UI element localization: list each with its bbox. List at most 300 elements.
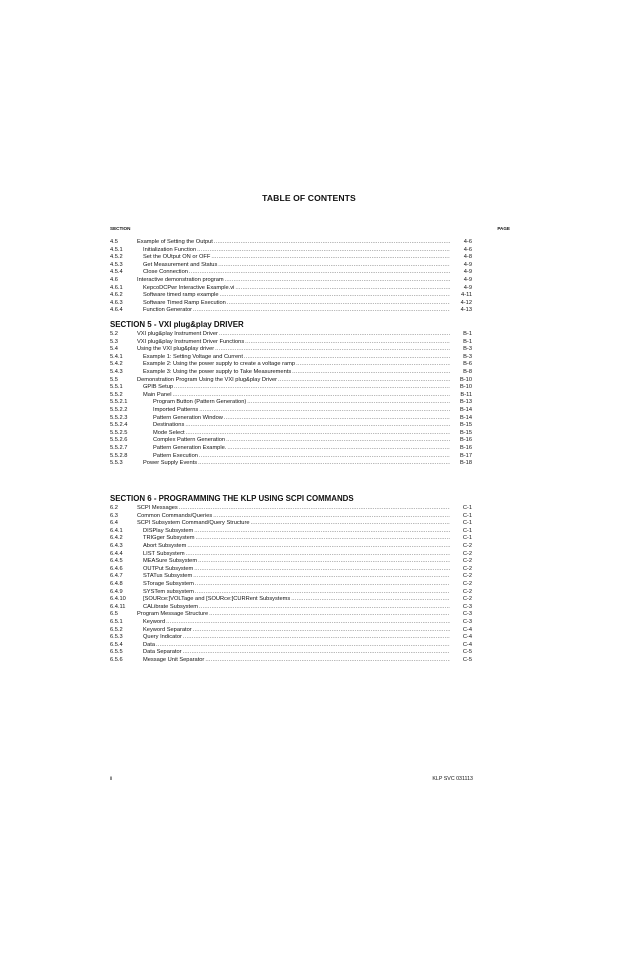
toc-entry-title: STATus Subsystem [143, 573, 193, 580]
section-heading: SECTION 5 - VXI plug&play DRIVER [110, 320, 244, 329]
toc-entry[interactable] [110, 596, 472, 603]
toc-entry-title-leader [143, 634, 450, 641]
toc-entry[interactable] [110, 269, 472, 276]
toc-entry-title-leader [143, 581, 450, 588]
dot-leader [195, 589, 450, 596]
dot-leader [219, 331, 450, 338]
toc-entry-title-leader [137, 505, 450, 512]
toc-entry-number: 4.6.2 [110, 292, 123, 299]
toc-entry-title: [SOURce:]VOLTage and [SOURce:]CURRent Subsystems [143, 596, 291, 603]
dot-leader [278, 377, 450, 384]
toc-entry[interactable] [110, 520, 472, 527]
dot-leader [292, 369, 450, 376]
dot-leader [296, 361, 450, 368]
toc-entry-title-leader [143, 384, 450, 391]
toc-entry[interactable] [110, 339, 472, 346]
toc-entry[interactable] [110, 239, 472, 246]
toc-entry[interactable] [110, 422, 472, 429]
toc-entry-title-leader [143, 566, 450, 573]
dot-leader [225, 277, 450, 284]
toc-entry-title: Pattern Generation Window [153, 414, 223, 421]
toc-entry-title-leader [143, 285, 450, 292]
toc-entry-title: Example 3: Using the power supply to Take Measurements [143, 369, 292, 375]
toc-entry-title-leader [153, 430, 450, 437]
toc-entry-page: 4-13 [460, 307, 472, 314]
dot-leader [245, 339, 450, 346]
toc-entry-title: VXI plug&play Instrument Driver [137, 331, 218, 337]
toc-entry[interactable] [110, 331, 472, 338]
toc-entry-number: 6.2 [110, 505, 118, 511]
toc-entry-title-leader [143, 596, 450, 603]
toc-entry-number: 4.5.3 [110, 261, 123, 268]
toc-entry-number: 6.4.10 [110, 596, 126, 603]
toc-entry-page: B-3 [463, 346, 472, 353]
toc-entry-title: SCPI Subsystem Command/Query Structure [137, 520, 250, 527]
dot-leader [226, 437, 450, 444]
toc-entry[interactable] [110, 392, 472, 399]
dot-leader [198, 460, 450, 467]
toc-entry-title: Complex Pattern Generation [153, 437, 226, 444]
toc-entry-number: 6.4.5 [110, 558, 123, 565]
toc-entry-title-leader [143, 262, 450, 269]
toc-entry-title-leader [137, 331, 450, 338]
toc-entry-title-leader [143, 269, 450, 276]
toc-entry-page: B-16 [459, 437, 472, 444]
toc-entry-number: 5.5.2.6 [110, 437, 128, 444]
toc-entry-title: Initialization Function [143, 246, 197, 253]
toc-entry-page: 4-9 [463, 269, 472, 276]
toc-entry-page: C-1 [462, 527, 472, 534]
dot-leader [193, 573, 450, 580]
toc-entry[interactable] [110, 407, 472, 414]
toc-entry-title-leader [143, 551, 450, 558]
toc-entry[interactable] [110, 354, 472, 361]
toc-entry-title-leader [137, 611, 450, 618]
toc-entry-title-leader [143, 354, 450, 361]
toc-entry-number: 5.4.3 [110, 369, 123, 375]
toc-entry-title-leader [153, 437, 450, 444]
dot-leader [205, 657, 450, 664]
toc-entry-title-leader [143, 361, 450, 368]
dot-leader [247, 399, 450, 406]
toc-entry-title-leader [143, 558, 450, 565]
toc-entry-page: C-1 [462, 505, 472, 511]
toc-entry-page: 4-9 [463, 261, 472, 268]
toc-entry-title: Example of Setting the Output [137, 239, 213, 245]
toc-entry-title: Common Commands/Queries [137, 512, 213, 519]
toc-entry-number: 6.4 [110, 520, 118, 527]
toc-entry-title: STorage Subsystem [143, 581, 194, 587]
toc-entry-title-leader [137, 339, 450, 346]
toc-entry-number: 5.3 [110, 338, 118, 345]
toc-entry-number: 5.5.2.7 [110, 445, 128, 451]
dot-leader [198, 558, 450, 565]
toc-entry-title: Software timed ramp example [143, 292, 219, 299]
toc-entry-page: 4-12 [460, 299, 472, 306]
toc-entry[interactable] [110, 262, 472, 269]
toc-entry-number: 5.4 [110, 346, 118, 353]
toc-entry[interactable] [110, 573, 472, 580]
toc-entry-title-leader [143, 254, 450, 261]
toc-entry-page: B-8 [463, 369, 472, 375]
toc-entry-page: 4-9 [463, 284, 472, 291]
toc-entry-title-leader [153, 399, 450, 406]
toc-entry-number: 6.4.9 [110, 588, 123, 595]
toc-entry-title: Example 1: Setting Voltage and Current [143, 353, 243, 360]
dot-leader [196, 535, 450, 542]
toc-entry[interactable] [110, 430, 472, 437]
toc-entry-page: B-17 [459, 452, 472, 459]
toc-entry[interactable] [110, 513, 472, 520]
toc-entry-title: SCPI Messages [137, 505, 178, 511]
toc-entry-number: 6.5.1 [110, 619, 123, 625]
toc-entry-title: Get Measurement and Status [143, 261, 218, 268]
toc-entry-number: 6.4.7 [110, 573, 123, 580]
toc-entry-title: DISPlay Subsystem [143, 527, 194, 534]
toc-entry-number: 5.5.1 [110, 384, 123, 391]
toc-entry[interactable] [110, 254, 472, 261]
toc-entry-title: Keyword Separator [143, 626, 192, 633]
toc-entry-title: CALibrate Subsystem [143, 603, 199, 610]
dot-leader [291, 596, 450, 603]
dot-leader [179, 505, 450, 512]
dot-leader [166, 619, 450, 626]
toc-entry-number: 6.4.4 [110, 550, 123, 557]
toc-entry-title: MEASure Subsystem [143, 558, 198, 565]
toc-entry-page: B-1 [463, 331, 472, 337]
toc-entry-title-leader [143, 307, 450, 314]
column-header-section: SECTION [110, 226, 131, 231]
dot-leader [211, 254, 450, 261]
toc-entry-title-leader [137, 377, 450, 384]
toc-entry-number: 6.5 [110, 611, 118, 618]
dot-leader [213, 513, 450, 520]
toc-entry-title: Power Supply Events [143, 460, 198, 467]
toc-entry-page: B-16 [459, 445, 472, 451]
dot-leader [194, 528, 450, 535]
toc-entry-title-leader [143, 300, 450, 307]
toc-entry-number: 4.6 [110, 277, 118, 283]
toc-entry-title-leader [137, 346, 450, 353]
toc-entry-page: C-4 [462, 634, 472, 641]
dot-leader [251, 520, 450, 527]
toc-entry[interactable] [110, 384, 472, 391]
toc-entry-number: 6.4.8 [110, 581, 123, 587]
toc-entry-number: 6.4.3 [110, 543, 123, 549]
document-page: TABLE OF CONTENTS SECTION PAGE 4.5 Example of Setting the Output ..... 4-6 4.5.1 Initialization Function ..... 4-6 4.5.2 Set the OUtput ON or OFF ..... 4-8 4.5.3 Get Measurement and Status ..... 4-9 4.5.4 Close Connection ..... 4-9 4.6 Interactive demonstration program ..... 4-9 4.6.1 KepcoDCPwr Interactive Example.vi ..... 4-9 4.6.2 Software timed ramp example ..... 4-11 4.6.3 Software Timed Ramp Execution ..... 4-12 4.6.4 Function Generator ..... 4-13 SECTION 5 - VXI plug&play DRIVER 5.2 VXI plug&play Instrument Driver ..... B-1 5.3 VXI plug&play Instrument Driver Functions ..... B-1 5.4 Using the VXI plug&play driver ..... B-3 5.4.1 Example 1: Setting Voltage and Current ..... B-3 5.4.2 Example 2: Using the power supply to create a voltage ramp ..... B-6 5.4.3 Example 3: Using the power supply to Take Measurements ..... B-8 5.5 Demonstration Program Using the VXI plug&play Driver ..... B-10 5.5.1 GPIB Setup ..... B-10 5.5.2 Main Panel ..... B-11 5.5.2.1 Program Button (Pattern Generation) ..... B-13 5.5.2.2 Imported Patterns ..... B-14 5.5.2.3 Pattern Generation Window ..... B-14 5.5.2.4 Destinations ..... B-15 5.5.2.5 Mode Select ..... B-15 5.5.2.6 Complex Pattern Generation ..... B-16 5.5.2.7 Pattern Generation Example. ..... B-16 5.5.2.8 Pattern Execution ..... B-17 5.5.3 Power Supply Events ..... B-18 SECTION 6 - PROGRAMMING THE KLP USING SCPI COMMANDS 6.2 SCPI Messages ..... C-1 6.3 Common Commands/Queries ..... C-1 6.4 SCPI Subsystem Command/Query Structure ..... C-1 6.4.1 DISPlay Subsystem ..... C-1 6.4.2 TRIGger Subsystem ..... C-1 6.4.3 Abort Subsystem ..... C-2 6.4.4 LIST Subsystem ..... C-2 6.4.5 MEASure Subsystem ..... C-2 6.4.6 OUTPut Subsystem ..... C-2 6.4.7 STATus Subsystem ..... C-2 6.4.8 STorage Subsystem ..... C-2 6.4.9 SYSTem subsystem ..... C-2 6.4.10 [SOURce:]VOLTage and [SOURce:]CURRent Subsystems ..... C-2 6.4.11 CALibrate Subsystem ..... C-3 6.5 Program Message Structure ..... C-3 6.5.1 Keyword ..... C-3 6.5.2 Keyword Separator ..... C-4 6.5.3 Query Indicator ..... C-4 6.5.4 Data ..... C-4 6.5.5 Data Separator ..... C-5 6.5.6 Message Unit Separator ..... C-5 ii KLP SVC 031113 [0, 0, 618, 954]
toc-entry-page: C-2 [462, 596, 472, 603]
toc-entry[interactable] [110, 535, 472, 542]
toc-entry-number: 5.5.2.5 [110, 429, 128, 436]
dot-leader [215, 346, 450, 353]
toc-entry[interactable] [110, 604, 472, 611]
toc-entry-page: 4-6 [463, 246, 472, 253]
dot-leader [199, 407, 450, 414]
dot-leader [244, 354, 450, 361]
toc-entry-title: Destinations [153, 422, 185, 429]
toc-entry-number: 6.5.6 [110, 657, 123, 663]
section-heading: SECTION 6 - PROGRAMMING THE KLP USING SCPI COMMANDS [110, 494, 354, 503]
dot-leader [218, 262, 450, 269]
dot-leader [183, 649, 450, 656]
toc-entry-number: 5.4.2 [110, 361, 123, 368]
toc-entry-number: 4.5.1 [110, 246, 123, 253]
toc-entry[interactable] [110, 399, 472, 406]
toc-entry-page: C-1 [462, 512, 472, 519]
toc-entry-page: C-3 [462, 619, 472, 625]
toc-entry-title-leader [137, 239, 450, 246]
toc-entry-number: 5.5.2.4 [110, 422, 128, 429]
toc-entry-title: Example 2: Using the power supply to create a voltage ramp [143, 361, 296, 368]
toc-entry-title-leader [143, 627, 450, 634]
dot-leader [194, 566, 450, 573]
toc-entry[interactable] [110, 285, 472, 292]
dot-leader [183, 634, 450, 641]
toc-entry-title-leader [143, 369, 450, 376]
toc-entry[interactable] [110, 377, 472, 384]
toc-entry-page: C-1 [462, 520, 472, 527]
dot-leader [199, 453, 450, 460]
toc-entry-page: C-2 [462, 588, 472, 595]
toc-entry-title-leader [137, 520, 450, 527]
toc-entry-title: Message Unit Separator [143, 657, 205, 663]
toc-entry-title: Demonstration Program Using the VXI plug&play Driver [137, 376, 278, 383]
toc-entry-page: 4-11 [461, 292, 472, 299]
toc-entry-number: 5.5.3 [110, 460, 123, 467]
toc-entry-number: 5.2 [110, 331, 118, 337]
page-title: TABLE OF CONTENTS [262, 193, 356, 203]
toc-entry-title-leader [143, 460, 450, 467]
toc-entry-number: 6.4.2 [110, 535, 123, 542]
toc-entry-title: Pattern Generation Example. [153, 445, 227, 451]
toc-entry-title-leader [137, 277, 450, 284]
toc-entry-number: 6.5.5 [110, 649, 123, 656]
toc-entry[interactable] [110, 657, 472, 664]
toc-entry-title-leader [143, 589, 450, 596]
dot-leader [193, 307, 450, 314]
toc-entry-title: Program Message Structure [137, 611, 209, 618]
dot-leader [224, 415, 450, 422]
toc-entry-number: 6.5.2 [110, 626, 123, 633]
toc-entry[interactable] [110, 627, 472, 634]
toc-entry-title: Pattern Execution [153, 452, 198, 459]
dot-leader [199, 604, 450, 611]
dot-leader [174, 384, 450, 391]
dot-leader [189, 269, 450, 276]
toc-entry[interactable] [110, 300, 472, 307]
toc-entry-title: VXI plug&play Instrument Driver Functions [137, 338, 245, 345]
dot-leader [186, 430, 450, 437]
toc-entry-number: 4.6.1 [110, 284, 123, 291]
toc-entry-title-leader [143, 528, 450, 535]
toc-entry-page: C-5 [462, 657, 472, 663]
toc-entry[interactable] [110, 634, 472, 641]
toc-entry[interactable] [110, 589, 472, 596]
toc-entry-page: C-2 [462, 565, 472, 572]
toc-entry-title: LIST Subsystem [143, 550, 185, 557]
toc-entry-title: Data [143, 641, 156, 648]
toc-entry-title-leader [143, 649, 450, 656]
toc-entry-page: C-2 [462, 581, 472, 587]
toc-entry-title: Keyword [143, 619, 166, 625]
toc-entry[interactable] [110, 415, 472, 422]
dot-leader [214, 239, 450, 246]
toc-entry-number: 5.5 [110, 376, 118, 383]
toc-entry-number: 6.5.4 [110, 641, 123, 648]
toc-entry-title: Set the OUtput ON or OFF [143, 254, 211, 261]
toc-entry[interactable] [110, 551, 472, 558]
toc-entry[interactable] [110, 543, 472, 550]
toc-entry[interactable] [110, 460, 472, 467]
toc-entry[interactable] [110, 445, 472, 452]
toc-entry-page: C-4 [462, 641, 472, 648]
toc-entry-title: KepcoDCPwr Interactive Example.vi [143, 284, 235, 291]
toc-entry-page: C-2 [462, 573, 472, 580]
toc-entry[interactable] [110, 247, 472, 254]
toc-entry-title-leader [143, 292, 450, 299]
dot-leader [197, 247, 450, 254]
toc-entry-number: 6.3 [110, 512, 118, 519]
toc-entry-page: 4-8 [463, 254, 472, 261]
toc-entry-number: 5.5.2.1 [110, 399, 128, 406]
toc-entry-title-leader [143, 247, 450, 254]
toc-entry-page: C-2 [462, 550, 472, 557]
toc-entry-page: B-13 [459, 399, 472, 406]
toc-entry[interactable] [110, 649, 472, 656]
dot-leader [235, 285, 450, 292]
toc-entry-page: C-2 [462, 543, 472, 549]
toc-entry-title-leader [153, 422, 450, 429]
toc-entry[interactable] [110, 453, 472, 460]
toc-entry-page: B-18 [459, 460, 472, 467]
toc-entry-title: Program Button (Pattern Generation) [153, 399, 247, 406]
page-number: ii [110, 776, 113, 782]
toc-entry-page: C-3 [462, 603, 472, 610]
dot-leader [185, 422, 450, 429]
toc-entry-number: 4.5.2 [110, 254, 123, 261]
dot-leader [193, 627, 450, 634]
toc-entry-number: 5.5.2 [110, 391, 123, 398]
toc-entry[interactable] [110, 369, 472, 376]
toc-entry[interactable] [110, 581, 472, 588]
toc-entry[interactable] [110, 558, 472, 565]
dot-leader [209, 611, 450, 618]
toc-entry-title: Query Indicator [143, 634, 182, 641]
dot-leader [187, 543, 450, 550]
toc-entry-number: 5.5.2.8 [110, 452, 128, 459]
toc-entry-page: B-11 [460, 391, 472, 398]
toc-entry[interactable] [110, 292, 472, 299]
toc-entry-title: Abort Subsystem [143, 543, 187, 549]
toc-entry-title: OUTPut Subsystem [143, 565, 194, 572]
toc-entry-title: SYSTem subsystem [143, 588, 194, 595]
toc-entry[interactable] [110, 619, 472, 626]
toc-entry[interactable] [110, 505, 472, 512]
dot-leader [220, 292, 450, 299]
toc-entry-title: Imported Patterns [153, 407, 199, 413]
toc-entry-title: Software Timed Ramp Execution [143, 299, 226, 306]
toc-entry-title-leader [143, 642, 450, 649]
toc-entry-title: TRIGger Subsystem [143, 535, 195, 542]
toc-entry[interactable] [110, 642, 472, 649]
toc-entry-page: B-1 [463, 338, 472, 345]
toc-entry-number: 5.4.1 [110, 353, 123, 360]
toc-entry-title: Data Separator [143, 649, 182, 656]
toc-entry[interactable] [110, 611, 472, 618]
toc-entry-title: Interactive demonstration program [137, 277, 224, 283]
toc-entry-title-leader [143, 573, 450, 580]
toc-entry-page: B-14 [459, 414, 472, 421]
toc-entry-page: C-1 [462, 535, 472, 542]
toc-entry[interactable] [110, 566, 472, 573]
toc-entry-title-leader [143, 392, 450, 399]
toc-entry-number: 6.5.3 [110, 634, 123, 641]
toc-entry-page: B-15 [459, 422, 472, 429]
toc-entry-page: B-10 [459, 384, 472, 391]
toc-entry-title: Mode Select [153, 429, 185, 436]
toc-entry[interactable] [110, 346, 472, 353]
toc-entry[interactable] [110, 277, 472, 284]
toc-entry[interactable] [110, 307, 472, 314]
toc-entry-number: 4.5.4 [110, 269, 123, 276]
toc-entry[interactable] [110, 437, 472, 444]
toc-entry-title-leader [153, 415, 450, 422]
toc-entry-title: Function Generator [143, 307, 193, 314]
toc-entry-page: 4-6 [463, 239, 472, 245]
toc-entry-title-leader [143, 543, 450, 550]
toc-entry-title-leader [143, 619, 450, 626]
toc-entry-page: B-14 [459, 407, 472, 413]
dot-leader [195, 581, 450, 588]
toc-entry-number: 4.5 [110, 239, 118, 245]
toc-entry-title: GPIB Setup [143, 384, 174, 391]
toc-entry-title-leader [143, 535, 450, 542]
toc-entry-title-leader [153, 407, 450, 414]
document-code: KLP SVC 031113 [432, 776, 473, 782]
toc-entry-title: Main Panel [143, 391, 172, 398]
toc-entry-number: 6.4.1 [110, 527, 123, 534]
dot-leader [186, 551, 450, 558]
toc-entry-number: 6.4.11 [110, 603, 126, 610]
toc-entry-page: C-2 [462, 558, 472, 565]
dot-leader [227, 445, 450, 452]
toc-entry-page: C-4 [462, 626, 472, 633]
toc-entry[interactable] [110, 361, 472, 368]
toc-entry-title: Close Connection [143, 269, 188, 276]
toc-entry-title-leader [153, 453, 450, 460]
toc-entry-number: 5.5.2.2 [110, 407, 128, 413]
toc-entry-page: C-5 [462, 649, 472, 656]
toc-entry-page: C-3 [462, 611, 472, 618]
toc-entry-number: 4.6.3 [110, 299, 123, 306]
toc-entry-number: 4.6.4 [110, 307, 123, 314]
toc-entry-page: 4-9 [463, 277, 472, 283]
dot-leader [156, 642, 450, 649]
toc-entry-page: B-3 [463, 353, 472, 360]
toc-entry-page: B-10 [459, 376, 472, 383]
toc-entry-page: B-6 [463, 361, 472, 368]
toc-entry-title-leader [137, 513, 450, 520]
toc-entry-title-leader [153, 445, 450, 452]
toc-entry-title: Using the VXI plug&play driver [137, 346, 215, 353]
toc-entry-number: 5.5.2.3 [110, 414, 128, 421]
toc-entry-title-leader [143, 657, 450, 664]
dot-leader [227, 300, 450, 307]
toc-entry-page: B-15 [459, 429, 472, 436]
dot-leader [172, 392, 450, 399]
toc-entry-number: 6.4.6 [110, 565, 123, 572]
toc-entry[interactable] [110, 528, 472, 535]
